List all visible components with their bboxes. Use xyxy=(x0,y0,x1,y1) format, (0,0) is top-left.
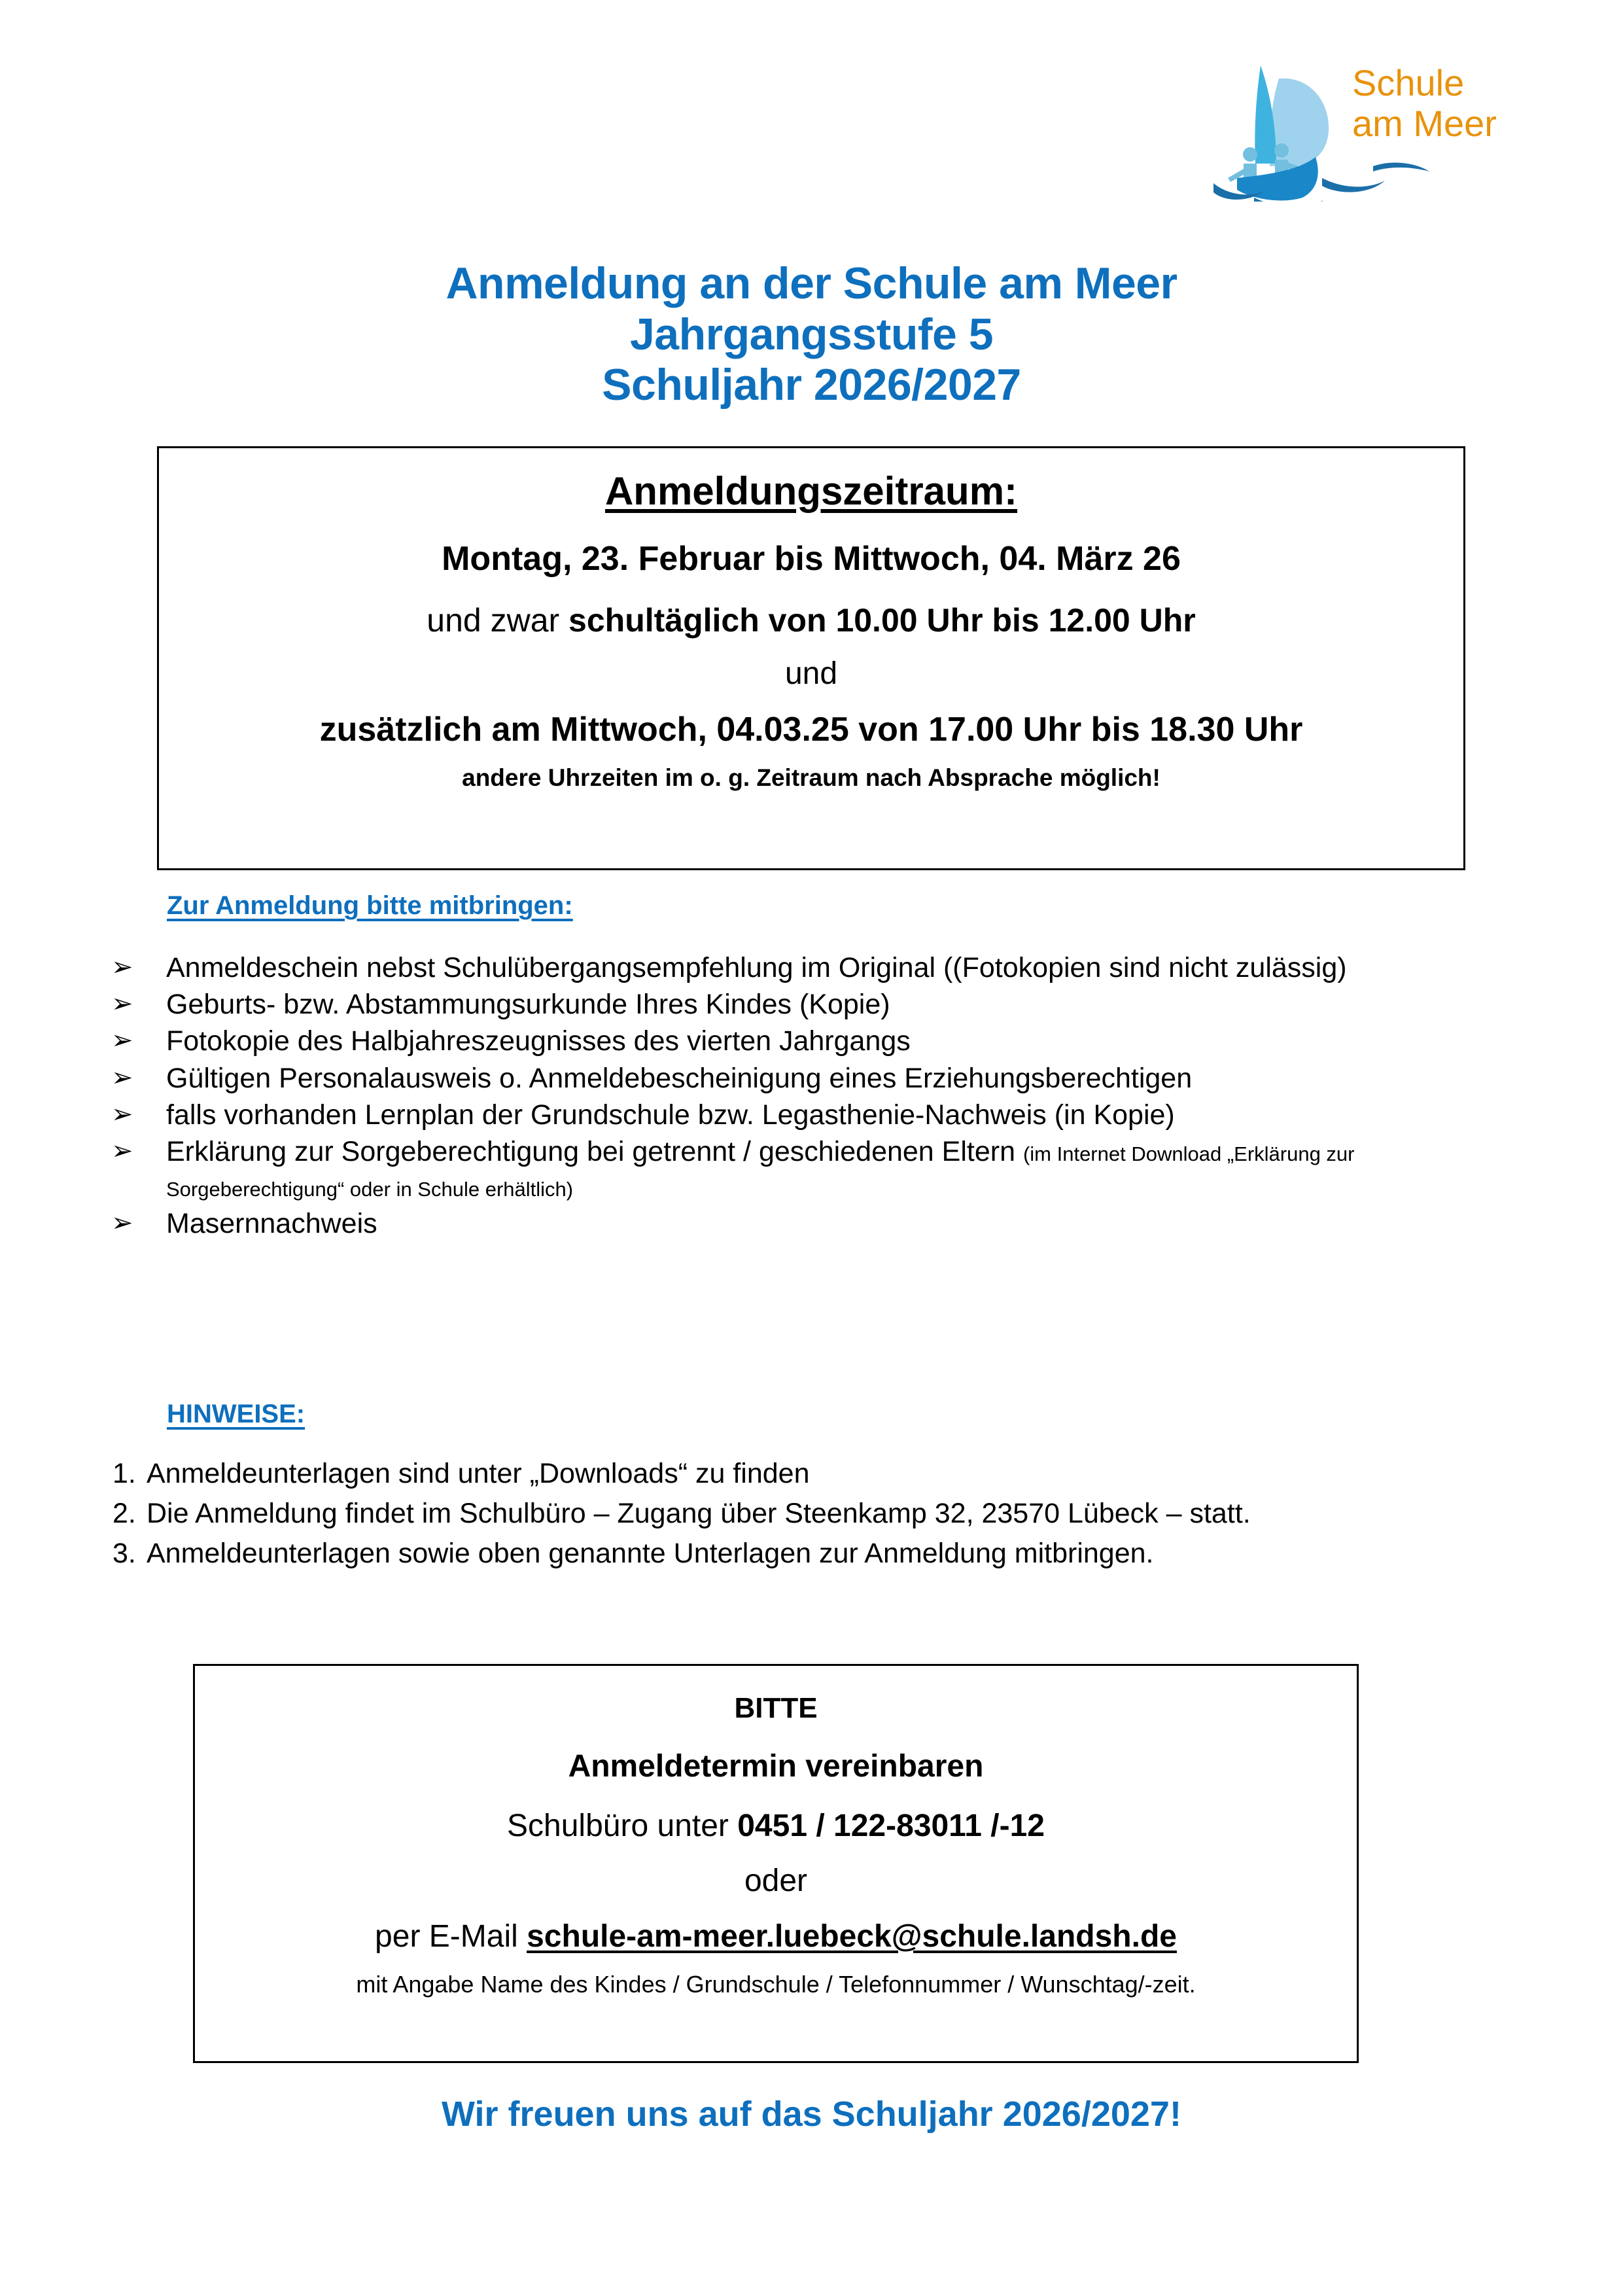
list-item xyxy=(111,1206,1550,1241)
bitte-contact-box xyxy=(193,1664,1359,2063)
list-item-label xyxy=(166,1023,1520,1059)
hinweise-section-heading: HINWEISE: xyxy=(167,1400,305,1428)
list-item-main: falls vorhanden Lernplan der Grundschule bzw. Legasthenie-Nachweis (in Kopie) xyxy=(166,1099,1175,1131)
list-item-label xyxy=(166,1061,1520,1096)
email-address-link[interactable]: schule-am-meer.luebeck@schule.landsh.de xyxy=(527,1919,1177,1954)
bitte-email-line xyxy=(195,1920,1357,1954)
wave-icon xyxy=(1322,178,1385,192)
arrow-bullet-icon: ➢ xyxy=(111,1099,133,1129)
list-item-label xyxy=(166,1134,1520,1205)
zeitraum-extra-hours: zusätzlich am Mittwoch, 04.03.25 von 17.00 Uhr bis 18.30 Uhr xyxy=(319,710,1303,749)
zeitraum-date-range: Montag, 23. Februar bis Mittwoch, 04. März 26 xyxy=(442,539,1181,578)
list-item-label: Die Anmeldung findet im Schulbüro – Zugang über Steenkamp 32, 23570 Lübeck – statt. xyxy=(147,1498,1251,1530)
bitte-label: BITTE xyxy=(734,1692,818,1724)
list-item-main: Masernnachweis xyxy=(166,1208,377,1240)
arrow-bullet-icon: ➢ xyxy=(111,989,133,1019)
zeitraum-daily-bold: schultäglich von 10.00 Uhr bis 12.00 Uhr xyxy=(568,601,1196,639)
list-item-number: 2. xyxy=(113,1498,136,1530)
list-item xyxy=(113,1536,1552,1572)
zeitraum-daily-hours xyxy=(159,603,1463,638)
child-left-head-icon xyxy=(1243,147,1257,162)
list-item-label: Anmeldeunterlagen sind unter „Downloads“ zu finden xyxy=(147,1458,810,1489)
zeitraum-heading: Anmeldungszeitraum: xyxy=(604,469,1018,513)
bitte-oder: oder xyxy=(744,1863,808,1899)
list-item xyxy=(111,1134,1550,1205)
list-item-main: Anmeldeschein nebst Schulübergangsempfehlung im Original ((Fotokopien sind nicht zulässig) xyxy=(166,952,1347,983)
list-item-label xyxy=(166,1206,1520,1241)
list-item-label xyxy=(166,950,1520,985)
anmeldungszeitraum-box xyxy=(157,446,1465,870)
list-item-main: Gültigen Personalausweis o. Anmeldebescheinigung eines Erziehungsberechtigen xyxy=(166,1062,1193,1094)
phone-prefix: Schulbüro unter xyxy=(507,1808,738,1843)
list-item-number: 3. xyxy=(113,1538,136,1570)
title-line-2: Jahrgangsstufe 5 xyxy=(629,309,994,359)
page-title xyxy=(0,258,1623,411)
list-item-main: Geburts- bzw. Abstammungsurkunde Ihres Kindes (Kopie) xyxy=(166,989,890,1021)
list-item xyxy=(111,950,1550,985)
list-item-label xyxy=(166,987,1520,1022)
list-item-small: (im Internet Download „Erklärung zur Sorgeberechtigung“ oder in Schule erhältlich) xyxy=(166,1142,1355,1201)
list-item xyxy=(113,1456,1552,1492)
bitte-termin-label: Anmeldetermin vereinbaren xyxy=(568,1748,984,1784)
closing-line: Wir freuen uns auf das Schuljahr 2026/2027! xyxy=(442,2094,1181,2134)
bitte-phone-line xyxy=(195,1810,1357,1843)
logo-brand-line1: Schule xyxy=(1352,62,1465,103)
list-item-label xyxy=(166,1097,1520,1133)
list-item-label: Anmeldeunterlagen sowie oben genannte Unterlagen zur Anmeldung mitbringen. xyxy=(147,1538,1154,1570)
arrow-bullet-icon: ➢ xyxy=(111,1208,133,1239)
list-item xyxy=(113,1496,1552,1532)
phone-number[interactable]: 0451 / 122-83011 /-12 xyxy=(737,1808,1045,1843)
title-line-1: Anmeldung an der Schule am Meer xyxy=(445,258,1178,308)
hinweise-list xyxy=(113,1456,1552,1576)
list-item-main: Fotokopie des Halbjahreszeugnisses des vierten Jahrgangs xyxy=(166,1025,911,1057)
bring-items-list xyxy=(111,950,1550,1243)
wave-icon xyxy=(1373,162,1429,171)
list-item xyxy=(111,1061,1550,1096)
arrow-bullet-icon: ➢ xyxy=(111,1062,133,1093)
arrow-bullet-icon: ➢ xyxy=(111,1025,133,1056)
bring-section-heading: Zur Anmeldung bitte mitbringen: xyxy=(167,891,573,920)
zeitraum-daily-prefix: und zwar xyxy=(427,601,569,639)
school-logo xyxy=(1213,38,1534,202)
list-item xyxy=(111,1023,1550,1059)
list-item-main: Erklärung zur Sorgeberechtigung bei getrennt / geschiedenen Eltern xyxy=(166,1135,1023,1167)
arrow-bullet-icon: ➢ xyxy=(111,1135,133,1166)
zeitraum-und: und xyxy=(784,656,838,691)
zeitraum-note: andere Uhrzeiten im o. g. Zeitraum nach Absprache möglich! xyxy=(462,764,1161,791)
list-item xyxy=(111,1097,1550,1133)
list-item-number: 1. xyxy=(113,1458,136,1489)
email-prefix: per E-Mail xyxy=(375,1919,527,1954)
child-right-head-icon xyxy=(1274,143,1289,158)
title-line-3: Schuljahr 2026/2027 xyxy=(602,360,1021,410)
list-item xyxy=(111,987,1550,1022)
bitte-hint: mit Angabe Name des Kindes / Grundschule / Telefonnummer / Wunschtag/-zeit. xyxy=(356,1971,1196,1998)
logo-brand-line2: am Meer xyxy=(1352,103,1497,144)
arrow-bullet-icon: ➢ xyxy=(111,952,133,982)
